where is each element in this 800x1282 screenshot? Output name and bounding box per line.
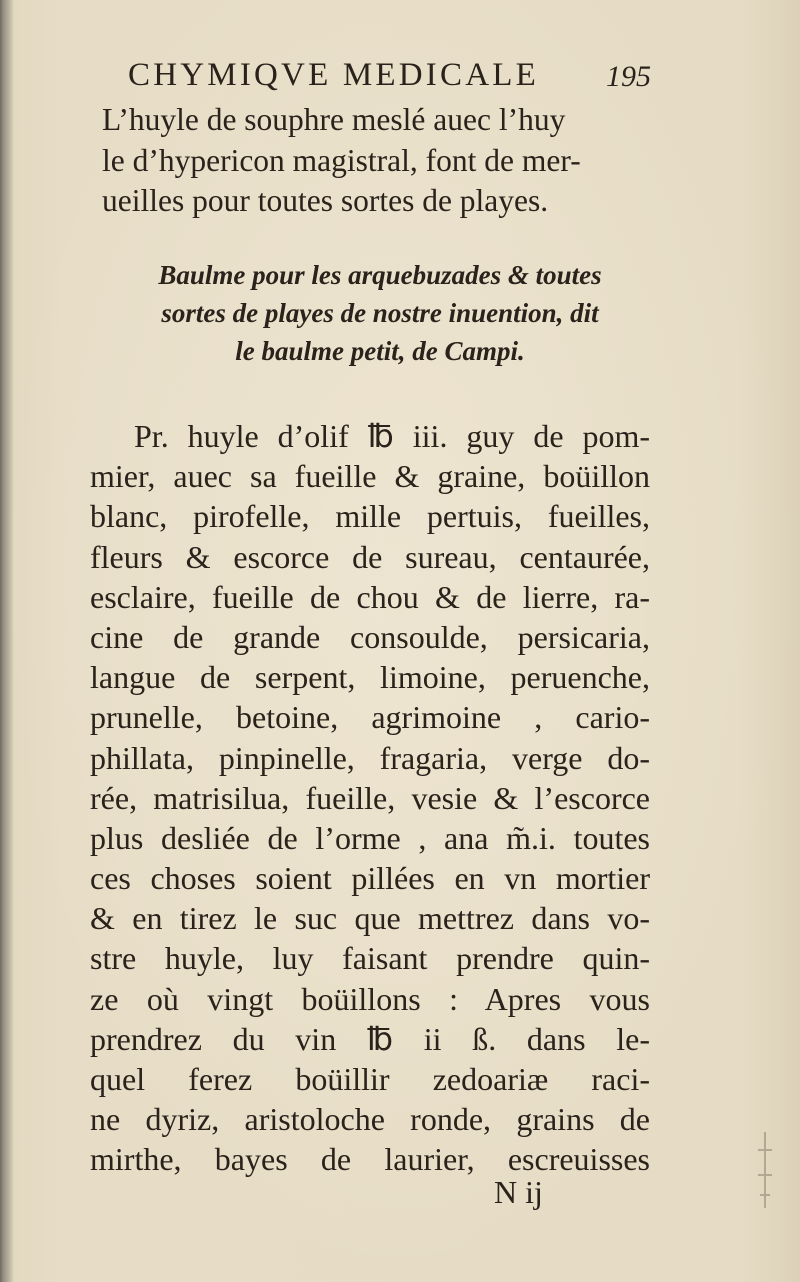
text-line: fleurs & escorce de sureau, centaurée, [90,538,650,575]
text-line: esclaire, fueille de chou & de lierre, ra- [90,578,650,615]
show-through-mark [752,1130,778,1210]
text-line: mirthe, bayes de laurier, escreuisses [90,1141,650,1178]
text-line: langue de serpent, limoine, peruenche, [90,659,650,696]
text-line: Pr. huyle d’olif ℔ iii. guy de pom- [134,418,650,454]
text-line: ueilles pour toutes sortes de playes. [102,183,549,218]
spine-shadow [0,0,14,1282]
text-line: stre huyle, luy faisant prendre quin- [90,940,650,977]
running-head [128,52,658,98]
text-line: rée, matrisilua, fueille, vesie & l’escorce [90,779,650,816]
recipe-paragraph [90,416,650,1180]
catchword: N ij [494,1174,543,1210]
paragraph-souphre [102,100,581,222]
recipe-heading [60,256,700,370]
text-line: ze où vingt boüillons : Apres vous [90,980,650,1017]
text-line: phillata, pinpinelle, fragaria, verge do- [90,739,650,776]
heading-line: Baulme pour les arquebuzades & toutes [158,260,602,290]
heading-line: le baulme petit, de Campi. [235,336,525,366]
text-line: ne dyriz, aristoloche ronde, grains de [90,1101,650,1138]
text-line: le d’hypericon magistral, font de mer- [102,142,581,178]
text-line: quel ferez boüillir zedoariæ raci- [90,1061,650,1097]
text-line: plus desliée de l’orme , ana m̃.i. toutes [90,819,650,856]
text-line: ces choses soient pillées en vn mortier [90,860,650,897]
text-line: & en tirez le suc que mettrez dans vo- [90,900,650,937]
page-number: 195 [606,60,651,93]
text-line: mier, auec sa fueille & graine, boüillon [90,458,650,495]
text-line: prunelle, betoine, agrimoine , cario- [90,699,650,736]
text-line: prendrez du vin ℔ ii ß. dans le- [90,1020,650,1057]
text-line: L’huyle de souphre meslé auec l’huy [102,102,566,137]
heading-line: sortes de playes de nostre inuention, dit [161,298,599,328]
text-line: cine de grande consoulde, persicaria, [90,618,650,655]
running-head-title: CHYMIQVE MEDICALE [128,57,539,93]
text-line: blanc, pirofelle, mille pertuis, fueilles, [90,498,650,535]
